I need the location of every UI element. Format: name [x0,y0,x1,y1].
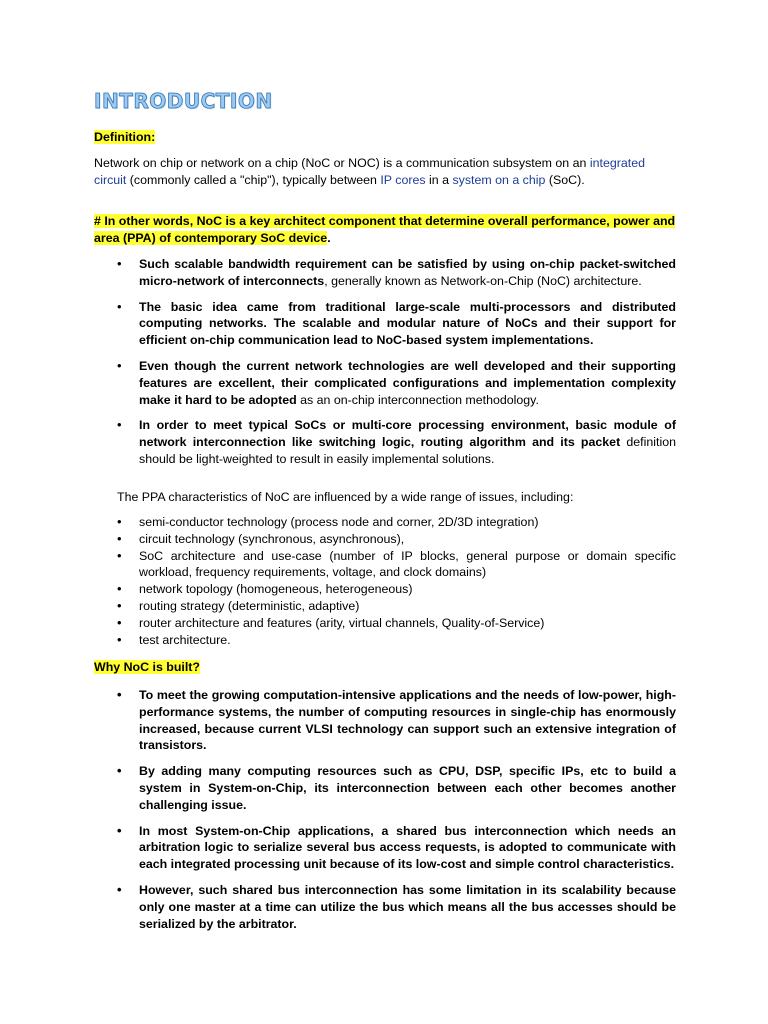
ppa-list-item: • SoC architecture and use-case (number of IP blocks, general purpose or domain specific workload, frequency requirements, voltage, and clock domains) [117,548,676,582]
overview-item-bold-text: The basic idea came from traditional large-scale multi-processors and distributed computing networks. The scalable and modular nature of NoCs and their support for efficient on-chip communication lead to NoC-based system implementations. [139,299,676,348]
ppa-list-item: • network topology (homogeneous, heterogeneous) [117,581,676,598]
page-title: INTRODUCTION [94,89,273,113]
ppa-list-item: • router architecture and features (arity, virtual channels, Quality-of-Service) [117,615,676,632]
overview-list-item [117,417,676,467]
noc-overview-list [117,256,676,468]
overview-list-item [117,256,676,290]
definition-text-3: ) is a communication subsystem on an [375,156,590,170]
overview-item-text: , generally known as Network-on-Chip (NoC) architecture. [324,273,642,288]
why-list-item: • By adding many computing resources such as CPU, DSP, specific IPs, etc to build a system in System-on-Chip, its interconnection between each other becomes another challenging issue. [117,763,676,813]
highlight-statement-end: . [327,231,331,245]
overview-item-text: as an on-chip interconnection methodology. [296,392,539,407]
system-on-a-chip-link[interactable]: system on a chip [452,172,546,187]
overview-item-bold-text: Even though the current network technologies are well developed and their supporting features are excellent, their complicated configurations and implementation complexity make it hard to be adopted [139,358,676,407]
highlight-statement-text: # In other words, NoC is a key architect component that determine overall performance, power and area (PPA) of contemporary SoC device [94,214,676,245]
overview-list-item [117,299,676,349]
overview-item-bold-text: In order to meet typical SoCs or multi-core processing environment, basic module of network interconnection like switching logic, routing algorithm and its packet [139,418,676,450]
ppa-list-item: • circuit technology (synchronous, asynchronous), [117,531,676,548]
why-heading-text: Why NoC is built? [94,660,200,674]
overview-item-text: definition should be light-weighted to result in easily implemental solutions. [139,435,676,466]
ppa-list-item: • semi-conductor technology (process node and corner, 2D/3D integration) [117,514,676,531]
overview-item-bold-text: Such scalable bandwidth requirement can be satisfied by using on-chip packet-switched micro-network of interconnects [139,257,676,288]
why-heading [94,659,676,676]
definition-text-5: in a [425,172,453,187]
ppa-list-item: • test architecture. [117,632,676,649]
definition-heading [94,129,676,146]
overview-list-item [117,358,676,408]
integrated-circuit-link[interactable]: integrated circuit [94,156,645,187]
ppa-list-item: • routing strategy (deterministic, adaptive) [117,598,676,615]
ip-cores-link[interactable]: IP cores [380,172,426,187]
ppa-intro: The PPA characteristics of NoC are influenced by a wide range of issues, including: [117,490,574,504]
why-list-item: • In most System-on-Chip applications, a shared bus interconnection which needs an arbitration logic to serialize several bus access requests, is adopted to communicate with each integrated processing unit because of its low-cost and simple control characteristics. [117,823,676,873]
ppa-issues-list [117,514,676,648]
definition-paragraph [94,155,676,188]
why-list-item: • However, such shared bus interconnection has some limitation in its scalability because only one master at a time can utilize the bus which means all the bus accesses should be serialized by the arbitrator. [117,882,676,932]
definition-text-1: Network on chip or network on a chip ( [94,156,306,170]
definition-text-6: (SoC). [545,172,585,187]
definition-text-2: NoC or NOC [305,156,376,170]
definition-heading-text: Definition: [94,130,156,144]
why-list-item: • To meet the growing computation-intensive applications and the needs of low-power, high-performance systems, the number of computing resources in single-chip has enormously increased, because current VLSI technology can support such an extensive integration of transistors. [117,687,676,754]
definition-text-4: (commonly called a "chip"), typically between [126,172,381,187]
why-noc-list [117,687,676,932]
highlight-statement [94,213,676,247]
